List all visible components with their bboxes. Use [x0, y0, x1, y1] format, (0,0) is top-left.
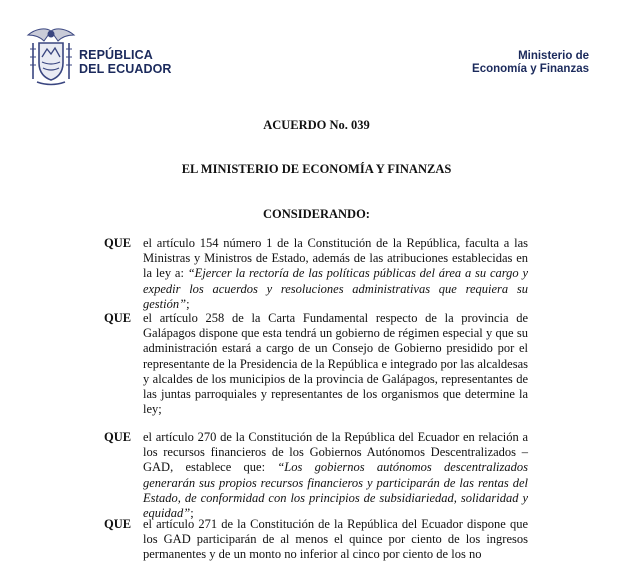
- paragraph-text: el artículo 271 de la Constitución de la República del Ecuador dispone que los GAD participarán de al menos el quince por ciento de los ingresos permanentes y de un monto no inferior al cinco por ciento de los no: [143, 517, 528, 562]
- page-header: [0, 0, 633, 100]
- ministry-heading: EL MINISTERIO DE ECONOMÍA Y FINANZAS: [181, 162, 452, 176]
- considerando-paragraph-2: [104, 311, 528, 417]
- paragraph-text: el artículo 154 número 1 de la Constitución de la República, faculta a las Ministras y Ministros de Estado, además de las atribuciones establecidas en la ley a: “Ejercer la rectoría de las políticas públicas del área a su cargo y expedir los acuerdos y resoluciones administrativas que requiera su gestión”;: [143, 236, 528, 311]
- ministry-line-2: Economía y Finanzas: [472, 63, 589, 75]
- que-label: QUE: [104, 430, 132, 444]
- coat-of-arms-icon: [25, 27, 77, 87]
- que-label: QUE: [104, 517, 132, 531]
- considerando-paragraph-3: [104, 430, 528, 521]
- considerando-paragraph-4: [104, 517, 528, 563]
- ministry-logo-text: [472, 50, 589, 76]
- republic-line-2: DEL ECUADOR: [79, 62, 172, 76]
- agreement-title: ACUERDO No. 039: [263, 118, 370, 132]
- que-label: QUE: [104, 236, 132, 250]
- paragraph-text: el artículo 258 de la Carta Fundamental respecto de la provincia de Galápagos dispone que esta tendrá un gobierno de régimen especial y que su administración estará a cargo de un Consejo de Gobierno presidido por el representante de la Presidencia de la República e integrado por las alcaldesas y alcaldes de los municipios de la provincia de Galápagos, representantes de las juntas parroquiales y representantes de los organismos que determine la ley;: [143, 311, 528, 417]
- ministry-line-1: Ministerio de: [518, 50, 589, 62]
- considerando-heading: CONSIDERANDO:: [263, 207, 370, 221]
- que-label: QUE: [104, 311, 132, 325]
- considerando-paragraph-1: [104, 236, 528, 312]
- republic-line-1: REPÚBLICA: [79, 48, 153, 62]
- paragraph-text: el artículo 270 de la Constitución de la República del Ecuador en relación a los recursos financieros de los Gobiernos Autónomos Descentralizados – GAD, establece que: “Los gobiernos autónomos descentralizados generarán sus propios recursos financieros y participarán de las rentas del Estado, de conformidad con los principios de subsidiariedad, solidaridad y equidad”;: [143, 430, 528, 521]
- republic-logo-text: [79, 48, 172, 76]
